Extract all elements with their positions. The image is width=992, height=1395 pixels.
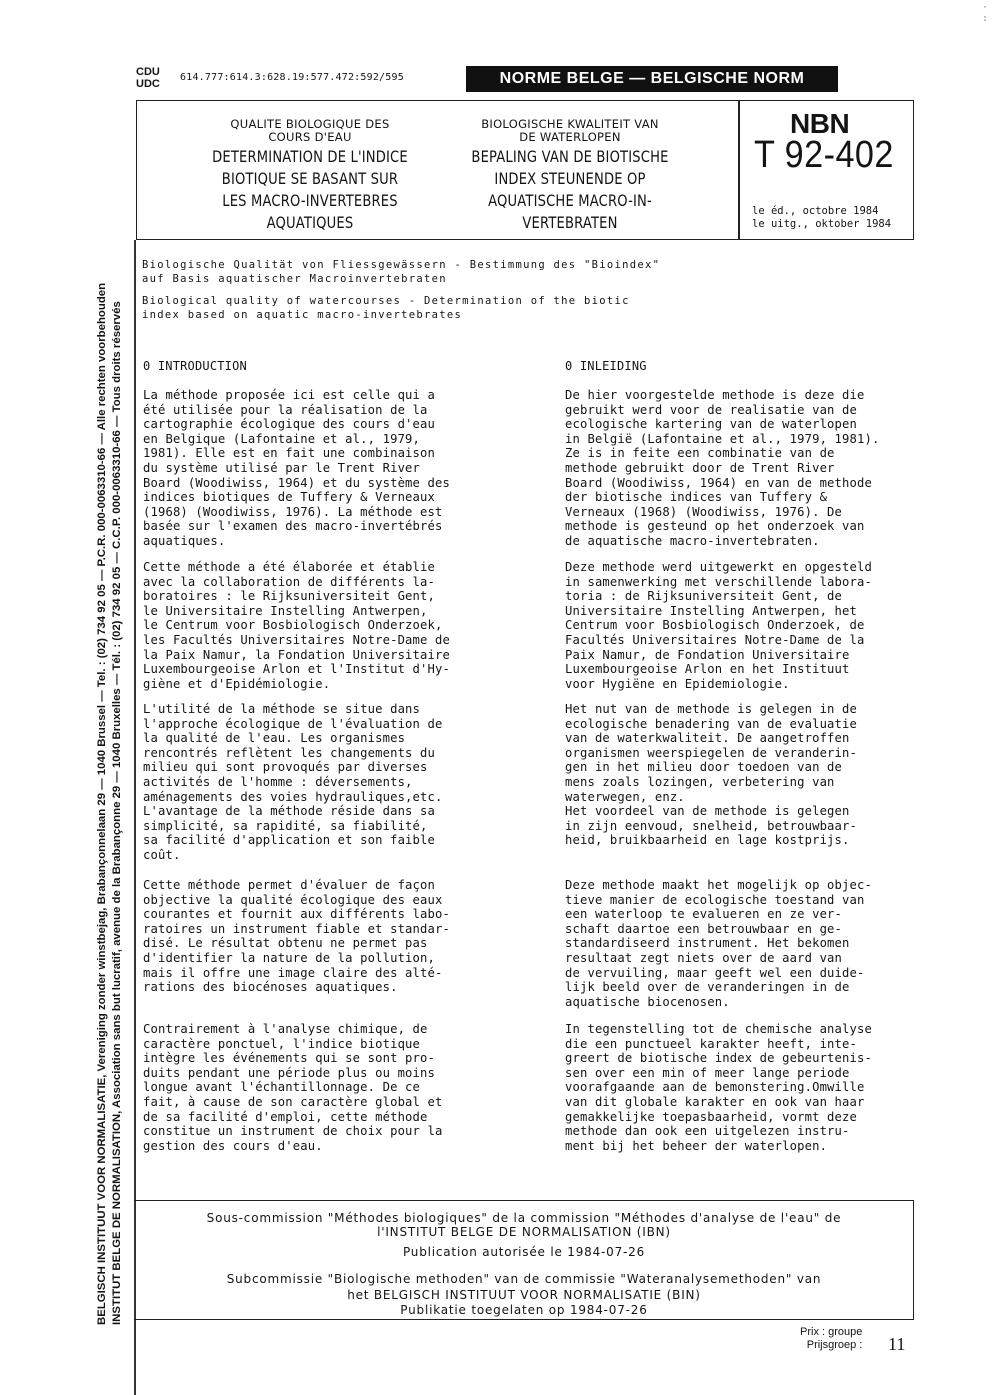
- text-line: l'approche écologique de l'évaluation de: [143, 716, 443, 731]
- text-line: aquatische biocenosen.: [565, 994, 730, 1009]
- text-line: duits pendant une période plus ou moins: [143, 1065, 436, 1080]
- title-nl-line: VERTEBRATEN: [522, 213, 618, 232]
- text-line: Het voordeel van de methode is gelegen: [565, 804, 850, 819]
- price-group-value: 11: [888, 1334, 906, 1354]
- text-line: disé. Le résultat obtenu ne permet pas: [143, 936, 428, 951]
- publication-fr-line1: Sous-commission "Méthodes biologiques" de la commission "Méthodes d'analyse de l'eau" de: [206, 1211, 842, 1225]
- text-line: courantes et fournit aux différents labo-: [143, 907, 450, 922]
- text-line: organismen weerspiegelen de veranderin-: [565, 745, 858, 760]
- side-text-fr: INSTITUT BELGE DE NORMALISATION, Association sans but lucratif, avenue de la Brabançonne 29 — 1040 Bruxelles — Tél. : (02) 734 92 05 — C.C.P. 000-0063310-66 — Tous droits réservés: [111, 301, 123, 1325]
- text-line: een waterloop te evalueren en ze ver-: [565, 907, 843, 922]
- text-line: activités de l'homme : déversements,: [143, 774, 413, 789]
- text-line: Cette méthode permet d'évaluer de façon: [143, 878, 436, 892]
- text-line: mens zoals lozingen, verbetering van: [565, 774, 835, 789]
- edition-info: le éd., octobre 1984 le uitg., oktober 1984: [752, 205, 892, 230]
- text-line: longue avant l'échantillonnage. De ce: [143, 1080, 421, 1095]
- text-line: aménagements des voies hydrauliques,etc.: [143, 789, 443, 804]
- text-line: basée sur l'examen des macro-invertébrés: [143, 519, 443, 534]
- publication-fr-date: Publication autorisée le 1984-07-26: [402, 1245, 646, 1259]
- text-line: die een punctueel karakter heeft, inte-: [565, 1036, 858, 1051]
- text-line: de vervuiling, maar geeft wel een duide-: [565, 965, 865, 980]
- norm-banner: NORME BELGE — BELGISCHE NORM: [466, 66, 838, 92]
- text-line: gestion des cours d'eau.: [143, 1138, 323, 1153]
- title-fr: QUALITE BIOLOGIQUE DES COURS D'EAU DETERMINATION DE L'INDICE BIOTIQUE SE BASANT SUR LES MACRO-INVERTEBRES AQUATIQUES: [150, 118, 470, 234]
- text-line: indices biotiques de Tuffery & Verneaux: [143, 490, 436, 505]
- text-line: in België (Lafontaine et al., 1979, 1981).: [565, 431, 880, 446]
- text-line: van de waterkwaliteit. De aangetroffen: [565, 731, 850, 746]
- text-line: Luxembourgeoise Arlon en het Instituut: [565, 662, 850, 677]
- text-line: Facultés Universitaires Notre-Dame de la: [565, 632, 865, 647]
- publication-nl-line2: het BELGISCH INSTITUUT VOOR NORMALISATIE (BIN): [347, 1288, 701, 1302]
- text-line: ment bij het beheer der waterlopen.: [565, 1138, 828, 1153]
- text-line: Verneaux (1968) (Woodiwiss, 1976). De: [565, 504, 843, 519]
- text-line: Universitaire Instelling Antwerpen, het: [565, 603, 858, 618]
- text-line: du système utilisé par le Trent River: [143, 460, 421, 475]
- heading-nl: 0 INLEIDING: [565, 359, 647, 373]
- paragraph-nl: [565, 1022, 872, 1153]
- publication-nl-line1: Subcommissie "Biologische methoden" van de commissie "Wateranalysemethoden" van: [226, 1272, 822, 1286]
- price-group-label: Prix : groupe Prijsgroep :: [800, 1326, 863, 1351]
- text-line: voor Hygiëne en Epidemiologie.: [565, 676, 790, 691]
- title-fr-line: BIOTIQUE SE BASANT SUR: [221, 169, 399, 188]
- text-line: les Facultés Universitaires Notre-Dame de: [143, 632, 450, 647]
- nbn-label: NBN: [790, 108, 850, 139]
- text-line: Board (Woodiwiss, 1964) et du système des: [143, 475, 450, 490]
- text-line: waterwegen, enz.: [565, 789, 685, 804]
- title-box-divider: [738, 100, 740, 240]
- paragraph-nl: [565, 878, 872, 1009]
- paragraph-fr: [143, 560, 450, 691]
- text-line: lijk beeld over de veranderingen in de: [565, 980, 850, 995]
- text-line: toria : de Rijksuniversiteit Gent, de: [565, 589, 843, 604]
- text-line: simplicité, sa rapidité, sa fiabilité,: [143, 818, 428, 833]
- text-line: Board (Woodiwiss, 1964) en van de methode: [565, 475, 872, 490]
- text-line: Ze is in feite een combinatie van de: [565, 446, 835, 461]
- text-line: sen over een min of meer lange periode: [565, 1065, 850, 1080]
- text-line: avec la collaboration de différents la-: [143, 574, 436, 589]
- text-line: der biotische indices van Tuffery &: [565, 490, 828, 505]
- text-line: greert de biotische index de gebeurtenis-: [565, 1051, 872, 1066]
- text-line: de aquatische macro-invertebraten.: [565, 533, 820, 548]
- paragraph-fr: [143, 1022, 443, 1153]
- text-line: sa facilité d'application et son faible: [143, 833, 436, 848]
- paragraph-fr: [143, 878, 450, 995]
- paragraph-nl: [565, 560, 872, 691]
- text-line: mais il offre une image claire des alté-: [143, 965, 443, 980]
- text-line: constitue un instrument de choix pour la: [143, 1124, 443, 1139]
- text-line: gen in het milieu door toedoen van de: [565, 760, 843, 775]
- text-line: In tegenstelling tot de chemische analyse: [565, 1022, 872, 1036]
- text-line: giène et d'Epidémiologie.: [143, 676, 331, 691]
- text-line: 1981). Elle est en fait une combinaison: [143, 446, 436, 461]
- text-line: Het nut van de methode is gelegen in de: [565, 702, 858, 716]
- text-line: Cette méthode a été élaborée et établie: [143, 560, 436, 574]
- heading-fr: 0 INTRODUCTION: [143, 359, 247, 373]
- text-line: d'identifier la nature de la pollution,: [143, 950, 436, 965]
- title-fr-line: AQUATIQUES: [266, 213, 354, 232]
- text-line: été utilisée pour la réalisation de la: [143, 402, 428, 417]
- text-line: le Universitaire Instelling Antwerpen,: [143, 603, 428, 618]
- text-line: Deze methode maakt het mogelijk op objec-: [565, 878, 872, 892]
- text-line: standardiseerd instrument. Het bekomen: [565, 936, 850, 951]
- text-line: van dit globale karakter en ook van haar: [565, 1094, 865, 1109]
- text-line: tieve manier de ecologische toestand van: [565, 892, 865, 907]
- text-line: le Centrum voor Bosbiologisch Onderzoek,: [143, 618, 443, 633]
- paragraph-fr: [143, 388, 450, 549]
- publication-fr-line2: l'INSTITUT BELGE DE NORMALISATION (IBN): [377, 1225, 671, 1239]
- subtitle-de: Biologische Qualität von Fliessgewässern - Bestimmung des "Bioindex" auf Basis aquatischer Macroinvertebraten: [142, 259, 661, 285]
- text-line: (1968) (Woodiwiss, 1976). La méthode est: [143, 504, 443, 519]
- side-text-nl: BELGISCH INSTITUUT VOOR NORMALISATIE, Vereniging zonder winstbejag, Brabançonnelaan 29 — 1040 Brussel — Tel. : (02) 734 92 05 — P.C.R. 000-0063310-66 — Alle rechten voorbehouden: [96, 282, 108, 1325]
- text-line: rencontrés reflètent les changements du: [143, 745, 436, 760]
- text-line: voorafgaande aan de bemonstering.Omwille: [565, 1080, 865, 1095]
- text-line: resultaat zegt niets over de aard van: [565, 950, 843, 965]
- text-line: la qualité de l'eau. Les organismes: [143, 731, 406, 746]
- publication-nl-date: Publikatie toegelaten op 1984-07-26: [400, 1303, 648, 1317]
- title-nl-line: AQUATISCHE MACRO-IN-: [488, 191, 652, 210]
- text-line: intègre les événements qui se sont pro-: [143, 1051, 436, 1066]
- text-line: Luxembourgeoise Arlon et l'Institut d'Hy-: [143, 662, 450, 677]
- text-line: Deze methode werd uitgewerkt en opgesteld: [565, 560, 872, 574]
- cdu-code: 614.777:614.3:628.19:577.472:592/595: [180, 72, 404, 83]
- text-line: de sa facilité d'emploi, cette méthode: [143, 1109, 428, 1124]
- text-line: en Belgique (Lafontaine et al., 1979,: [143, 431, 421, 446]
- cdu-label: CDU UDC: [136, 66, 160, 90]
- paragraph-fr: [143, 702, 443, 863]
- subtitle-en: Biological quality of watercourses - Determination of the biotic index based on aquatic macro-invertebrates: [142, 295, 630, 321]
- text-line: Centrum voor Bosbiologisch Onderzoek, de: [565, 618, 865, 633]
- text-line: cartographie écologique des cours d'eau: [143, 417, 436, 432]
- text-line: in zijn eenvoud, snelheid, betrouwbaar-: [565, 818, 858, 833]
- text-line: objective la qualité écologique des eaux: [143, 892, 443, 907]
- text-line: caractère ponctuel, l'indice biotique: [143, 1036, 421, 1051]
- text-line: ecologische kartering van de waterlopen: [565, 417, 858, 432]
- text-line: coût.: [143, 847, 181, 862]
- paragraph-nl: [565, 702, 857, 848]
- text-line: aquatiques.: [143, 533, 226, 548]
- text-line: De hier voorgestelde methode is deze die: [565, 388, 865, 402]
- text-line: La méthode proposée ici est celle qui a: [143, 388, 436, 402]
- paragraph-nl: [565, 388, 879, 549]
- text-line: methode gebruikt door de Trent River: [565, 460, 835, 475]
- text-line: Contrairement à l'analyse chimique, de: [143, 1022, 428, 1036]
- text-line: in samenwerking met verschillende labora-: [565, 574, 872, 589]
- text-line: gemakkelijke toepasbaarheid, vormt deze: [565, 1109, 858, 1124]
- text-line: fait, à cause de son caractère global et: [143, 1094, 443, 1109]
- text-line: schaft daartoe een betrouwbaar en ge-: [565, 921, 843, 936]
- text-line: boratoires : le Rijksuniversiteit Gent,: [143, 589, 436, 604]
- text-line: gebruikt werd voor de realisatie van de: [565, 402, 858, 417]
- text-line: methode dan ook een uitgelezen instru-: [565, 1124, 850, 1139]
- title-fr-line: DETERMINATION DE L'INDICE: [212, 147, 408, 166]
- text-line: L'utilité de la méthode se situe dans: [143, 702, 421, 716]
- text-line: la Paix Namur, la Fondation Universitaire: [143, 647, 450, 662]
- title-nl-line: BEPALING VAN DE BIOTISCHE: [471, 147, 669, 166]
- text-line: ratoires un instrument fiable et standar-: [143, 921, 450, 936]
- standard-code: T 92-402: [754, 134, 894, 176]
- text-line: Paix Namur, de Fondation Universitaire: [565, 647, 850, 662]
- title-nl: BIOLOGISCHE KWALITEIT VAN DE WATERLOPEN BEPALING VAN DE BIOTISCHE INDEX STEUNENDE OP AQUATISCHE MACRO-IN- VERTEBRATEN: [410, 118, 730, 234]
- text-line: L'avantage de la méthode réside dans sa: [143, 804, 436, 819]
- text-line: heid, bruikbaarheid en lage kostprijs.: [565, 833, 850, 848]
- corner-mark: · :: [982, 2, 989, 24]
- text-line: methode is gesteund op het onderzoek van: [565, 519, 865, 534]
- text-line: ecologische benadering van de evaluatie: [565, 716, 858, 731]
- title-fr-line: LES MACRO-INVERTEBRES: [222, 191, 398, 210]
- text-line: milieu qui sont provoqués par diverses: [143, 760, 428, 775]
- text-line: rations des biocénoses aquatiques.: [143, 980, 398, 995]
- title-nl-line: INDEX STEUNENDE OP: [494, 169, 646, 188]
